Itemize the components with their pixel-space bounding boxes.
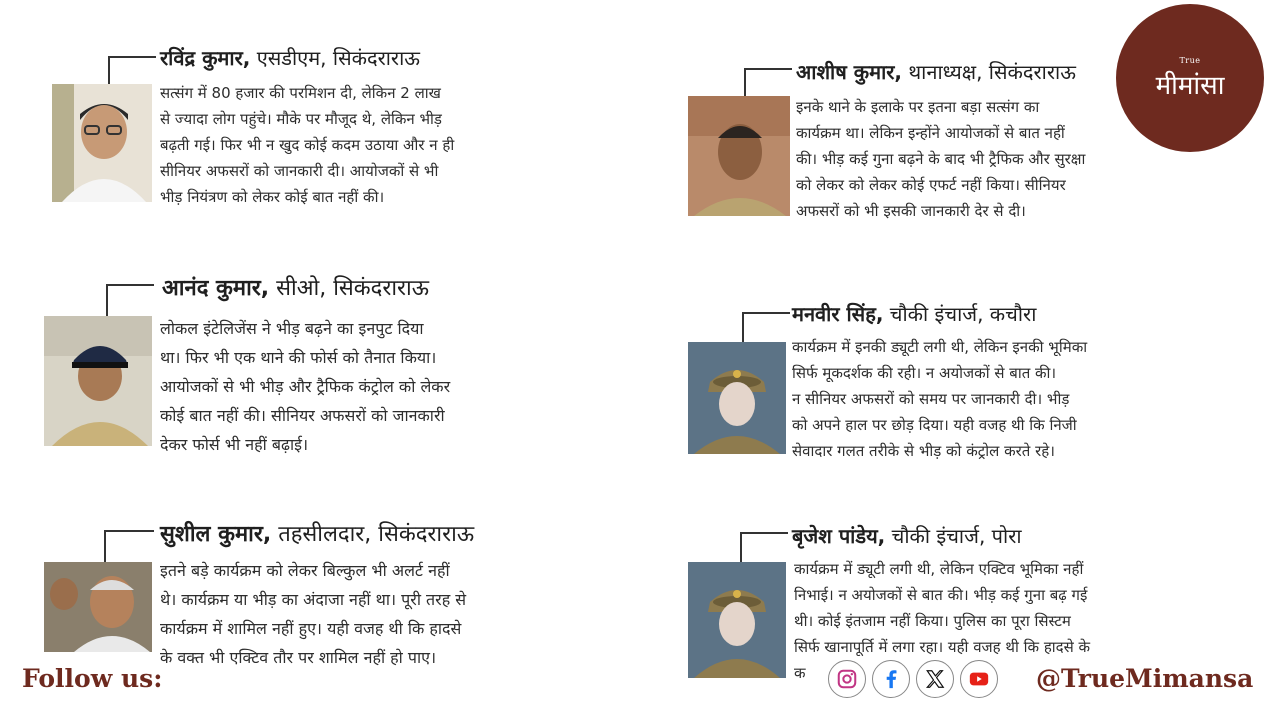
description-line: को अपने हाल पर छोड़ दिया। यही वजह थी कि निजी (792, 416, 1077, 434)
description-line: से ज्यादा लोग पहुंचे। मौके पर मौजूद थे, लेकिन भीड़ (160, 110, 442, 128)
description-line: की। भीड़ कई गुना बढ़ने के बाद भी ट्रैफिक और सुरक्षा (796, 150, 1086, 168)
description-line: को लेकर को लेकर कोई एफर्ट नहीं किया। सीनियर (796, 176, 1066, 194)
official-name: बृजेश पांडेय, (792, 524, 886, 548)
social-icons (828, 660, 998, 700)
youtube-icon[interactable] (960, 660, 998, 698)
connector-line (108, 56, 156, 86)
official-heading (160, 44, 420, 71)
description-line: सिर्फ खानापूर्ति में लगा रहा। यही वजह थी कि हादसे के (794, 638, 1091, 656)
description-line: इतने बड़े कार्यक्रम को लेकर बिल्कुल भी अलर्ट नहीं (160, 561, 450, 580)
description-line: सिर्फ मूकदर्शक की रही। न अयोजकों से बात की। (792, 364, 1057, 382)
channel-logo (1116, 4, 1264, 152)
official-role: तहसीलदार, सिकंदराराऊ (271, 522, 475, 547)
official-heading (796, 58, 1076, 85)
official-name: सुशील कुमार, (160, 522, 272, 547)
instagram-icon[interactable] (828, 660, 866, 698)
description-line: के वक्त भी एक्टिव तौर पर शामिल नहीं हो पाए। (160, 648, 437, 667)
description-line: अफसरों को भी इसकी जानकारी देर से दी। (796, 202, 1026, 220)
official-role: चौकी इंचार्ज, कचौरा (883, 302, 1037, 326)
description-line: कार्यक्रम में इनकी ड्यूटी लगी थी, लेकिन इनकी भूमिका (792, 338, 1088, 356)
official-role: सीओ, सिकंदराराऊ (269, 276, 430, 301)
description-line: आयोजकों से भी भीड़ और ट्रैफिक कंट्रोल को लेकर (160, 377, 451, 396)
description-line: कार्यक्रम था। लेकिन इन्होंने आयोजकों से बात नहीं (796, 124, 1065, 142)
official-photo (52, 84, 152, 202)
official-role: थानाध्यक्ष, सिकंदराराऊ (902, 60, 1076, 84)
official-heading (162, 272, 429, 302)
official-name: आशीष कुमार, (796, 60, 903, 84)
description-line: बढ़ती गई। फिर भी न खुद कोई कदम उठाया और न ही (160, 136, 455, 154)
description-line: देकर फोर्स भी नहीं बढ़ाई। (160, 435, 309, 454)
official-photo (44, 562, 152, 652)
connector-line (106, 284, 154, 318)
facebook-icon[interactable] (872, 660, 910, 698)
description-line: निभाई। न अयोजकों से बात की। भीड़ कई गुना बढ़ गई (794, 586, 1088, 604)
official-name: रविंद्र कुमार, (160, 46, 251, 70)
official-description (160, 80, 454, 210)
official-description (160, 556, 466, 672)
official-heading (160, 518, 474, 548)
logo-small-text: True (1179, 56, 1201, 65)
logo-title: मीमांसा (1155, 71, 1225, 101)
description-line: भीड़ नियंत्रण को लेकर कोई बात नहीं की। (160, 188, 385, 206)
description-line: सीनियर अफसरों को जानकारी दी। आयोजकों से भी (160, 162, 439, 180)
description-line: कार्यक्रम में ड्यूटी लगी थी, लेकिन एक्टिव भूमिका नहीं (794, 560, 1084, 578)
official-photo (688, 342, 786, 454)
connector-line (742, 312, 790, 344)
description-line: सेवादार गलत तरीके से भीड़ को कंट्रोल करते रहे। (792, 442, 1055, 460)
official-name: मनवीर सिंह, (792, 302, 884, 326)
description-line: सत्संग में 80 हजार की परमिशन दी, लेकिन 2 लाख (160, 84, 441, 102)
social-handle[interactable]: @TrueMimansa (1036, 664, 1254, 693)
description-line: न सीनियर अफसरों को समय पर जानकारी दी। भीड़ (792, 390, 1070, 408)
description-line: कोई बात नहीं की। सीनियर अफसरों को जानकारी (160, 406, 445, 425)
official-description (796, 94, 1085, 224)
description-line: इनके थाने के इलाके पर इतना बड़ा सत्संग का (796, 98, 1040, 116)
description-line: क (794, 664, 806, 682)
connector-line (740, 532, 788, 564)
connector-line (744, 68, 792, 98)
official-photo (44, 316, 152, 446)
official-photo (688, 96, 790, 216)
description-line: लोकल इंटेलिजेंस ने भीड़ बढ़ने का इनपुट दिया (160, 319, 424, 338)
description-line: थी। कोई इंतजाम नहीं किया। पुलिस का पूरा सिस्टम (794, 612, 1071, 630)
official-photo (688, 562, 786, 678)
follow-us-label: Follow us: (22, 664, 163, 693)
official-name: आनंद कुमार, (162, 276, 270, 301)
description-line: कार्यक्रम में शामिल नहीं हुए। यही वजह थी कि हादसे (160, 619, 462, 638)
official-role: एसडीएम, सिकंदराराऊ (250, 46, 420, 70)
description-line: थे। कार्यक्रम या भीड़ का अंदाजा नहीं था। पूरी तरह से (160, 590, 467, 609)
official-heading (792, 300, 1036, 327)
x-icon[interactable] (916, 660, 954, 698)
official-heading (792, 522, 1022, 549)
connector-line (104, 530, 154, 564)
official-description (160, 314, 450, 459)
official-role: चौकी इंचार्ज, पोरा (885, 524, 1022, 548)
description-line: था। फिर भी एक थाने की फोर्स को तैनात किया। (160, 348, 437, 367)
official-description (792, 334, 1087, 464)
